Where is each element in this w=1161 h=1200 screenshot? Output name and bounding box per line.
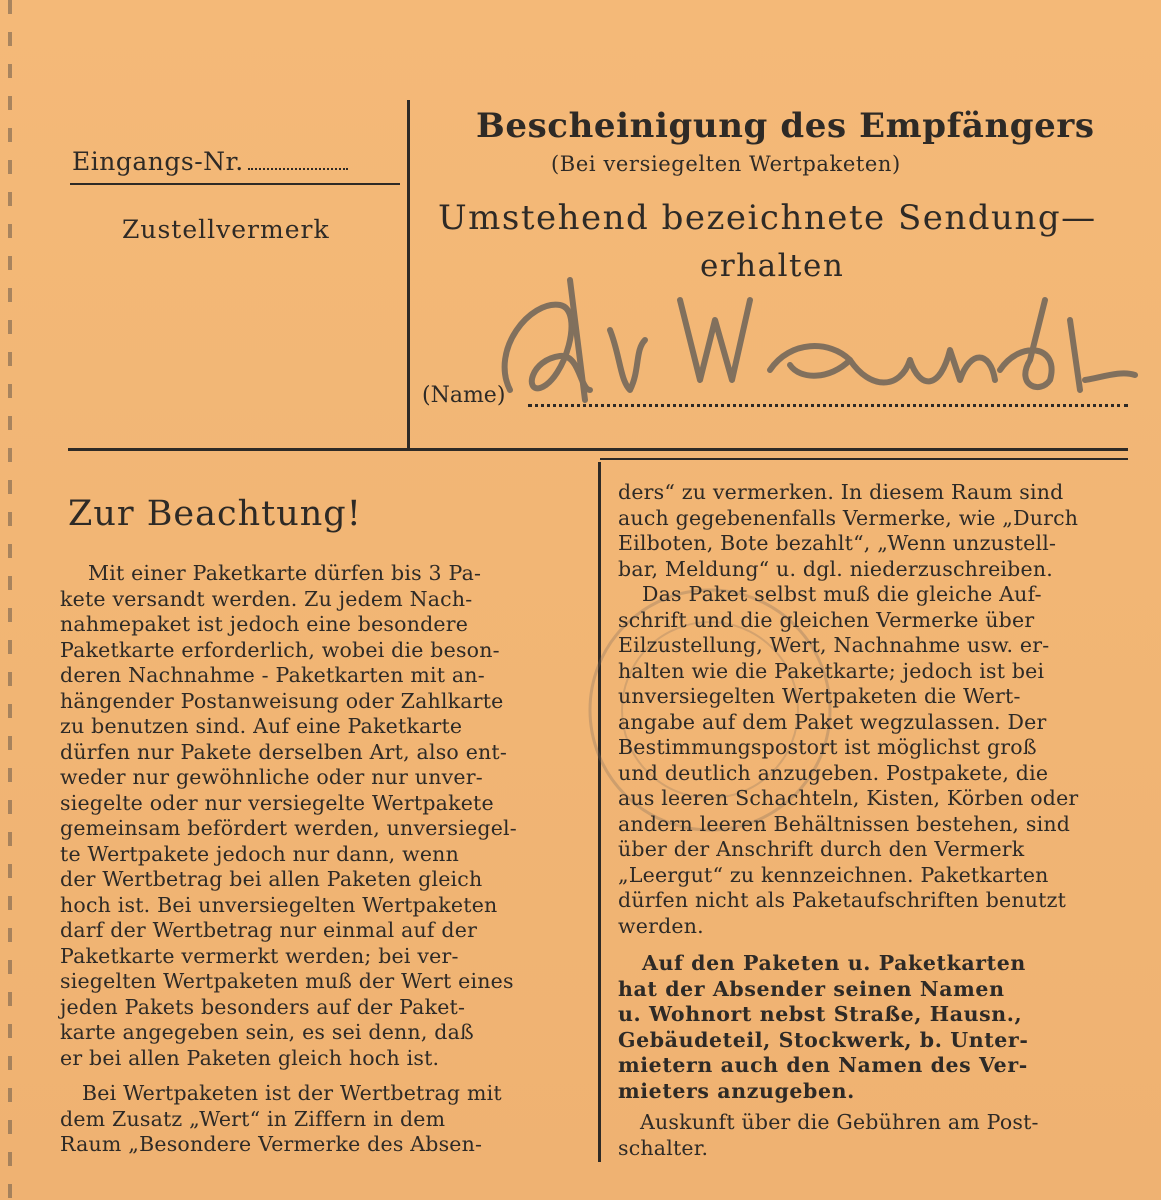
text-line: Eilboten, Bote bezahlt“, „Wenn unzustell-	[618, 531, 1057, 555]
text-line: Raum „Besondere Vermerke des Absen-	[60, 1132, 483, 1156]
text-line: auch gegebenenfalls Vermerke, wie „Durch	[618, 505, 1079, 530]
text-line: te Wertpakete jedoch nur dann, wenn	[60, 841, 459, 866]
top-vertical-divider	[407, 100, 410, 448]
text-line: über der Anschrift durch den Vermerk	[618, 837, 1025, 861]
text-line: Gebäudeteil, Stockwerk, b. Unter-	[618, 1027, 1029, 1052]
certificate-line-1: Umstehend bezeichnete Sendung—	[438, 198, 1097, 238]
text-line: dem Zusatz „Wert“ in Ziffern in dem	[60, 1106, 446, 1131]
text-line: darf der Wertbetrag nur einmal auf der	[60, 918, 478, 942]
handwritten-signature	[470, 260, 1150, 430]
text-line: weder nur gewöhnliche oder nur unver-	[60, 765, 483, 789]
text-line: siegelten Wertpaketen muß der Wert eines	[60, 969, 514, 993]
text-line: deren Nachnahme - Paketkarten mit an-	[60, 663, 485, 687]
perforation-edge	[8, 0, 12, 1200]
text-line: hat der Absender seinen Namen	[618, 976, 1005, 1001]
text-line: jeden Pakets besonders auf der Paket-	[60, 994, 466, 1019]
text-line: er bei allen Paketen gleich hoch ist.	[60, 1045, 440, 1070]
text-line: bar, Meldung“ u. dgl. niederzuschreiben.	[618, 556, 1053, 581]
text-line: hängender Postanweisung oder Zahlkarte	[60, 688, 504, 713]
text-line: angabe auf dem Paket wegzulassen. Der	[618, 709, 1047, 734]
text-line: gemeinsam befördert werden, unversiegel-	[60, 816, 517, 840]
text-line: Mit einer Paketkarte dürfen bis 3 Pa-	[88, 561, 482, 585]
text-line: „Leergut“ zu kennzeichnen. Paketkarten	[618, 862, 1049, 887]
text-line: der Wertbetrag bei allen Paketen gleich	[60, 867, 483, 891]
section-divider-right	[600, 458, 1128, 460]
text-line: Auskunft über die Gebühren am Post-	[640, 1110, 1039, 1134]
text-line: Auf den Paketen u. Paketkarten	[642, 951, 1026, 975]
text-line: andern leeren Behältnissen bestehen, sind	[618, 811, 1071, 836]
eingang-underline	[70, 183, 400, 185]
text-line: halten wie die Paketkarte; jedoch ist bei	[618, 658, 1045, 683]
certificate-title: Bescheinigung des Empfängers	[476, 106, 1095, 146]
zustell-label: Zustellvermerk	[122, 215, 330, 244]
text-line: schalter.	[618, 1135, 709, 1160]
eingang-dotted-line	[248, 168, 348, 170]
name-label: (Name)	[422, 383, 506, 408]
text-line: und deutlich anzugeben. Postpakete, die	[618, 760, 1049, 785]
text-line: Das Paket selbst muß die gleiche Auf-	[642, 582, 1042, 606]
text-line: Bei Wertpaketen ist der Wertbetrag mit	[82, 1081, 502, 1105]
text-line: ders“ zu vermerken. In diesem Raum sind	[618, 480, 1064, 504]
certificate-subtitle: (Bei versiegelten Wertpaketen)	[551, 152, 901, 176]
text-line: dürfen nur Pakete derselben Art, also ent-	[60, 739, 507, 764]
text-line: Bestimmungspostort ist möglichst groß	[618, 735, 1037, 759]
notice-heading: Zur Beachtung!	[68, 494, 362, 534]
text-line: werden.	[618, 913, 704, 938]
text-line: dürfen nicht als Paketaufschriften benutzt	[618, 888, 1067, 912]
sender-notice	[618, 951, 1130, 1104]
eingang-label: Eingangs-Nr.	[72, 147, 244, 176]
text-line: Paketkarte erforderlich, wobei die beson-	[60, 637, 500, 662]
text-line: Eilzustellung, Wert, Nachnahme usw. er-	[618, 633, 1050, 657]
text-line: aus leeren Schachteln, Kisten, Körben oder	[618, 786, 1079, 810]
text-line: zu benutzen sind. Auf eine Paketkarte	[60, 714, 463, 738]
text-line: nahmepaket ist jedoch eine besondere	[60, 612, 469, 636]
text-line: kete versandt werden. Zu jedem Nach-	[60, 586, 473, 611]
eingang-field	[72, 147, 348, 176]
text-line: schrift und die gleichen Vermerke über	[618, 607, 1035, 632]
text-line: siegelte oder nur versiegelte Wertpakete	[60, 790, 494, 815]
text-line: mieters anzugeben.	[618, 1078, 855, 1103]
text-line: karte angegeben sein, es sei denn, daß	[60, 1020, 474, 1044]
notice-left-column	[60, 561, 570, 1158]
notice-right-column	[618, 480, 1130, 1161]
text-line: unversiegelten Wertpaketen die Wert-	[618, 684, 1021, 708]
certificate-line-2: erhalten	[700, 248, 845, 284]
text-line: mietern auch den Namen des Ver-	[618, 1053, 1028, 1077]
text-line: u. Wohnort nebst Straße, Hausn.,	[618, 1002, 1023, 1026]
text-line: Paketkarte vermerkt werden; bei ver-	[60, 943, 459, 968]
text-line: hoch ist. Bei unversiegelten Wertpaketen	[60, 892, 498, 917]
section-divider-top	[68, 448, 1128, 451]
